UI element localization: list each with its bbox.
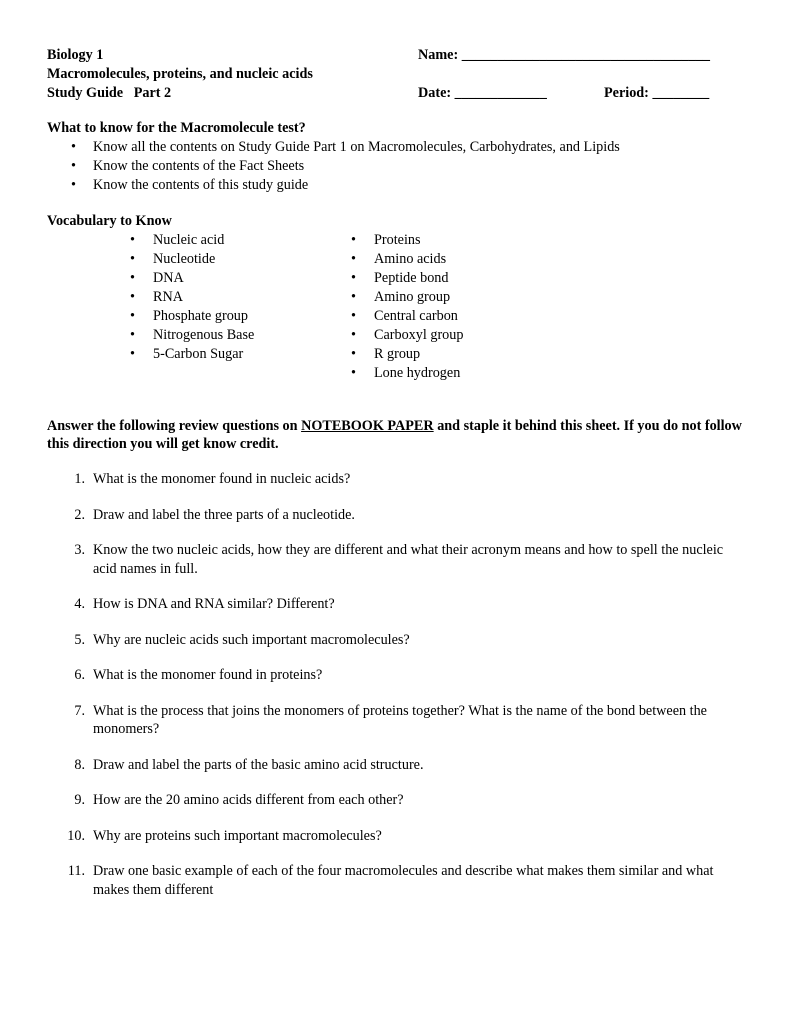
vocab-item: • Amino group [349,288,463,307]
document-subtitle: Macromolecules, proteins, and nucleic acids [47,66,313,82]
vocab-item: • R group [349,345,463,364]
period-field: Period: ________ [604,85,710,101]
question-text: What is the process that joins the monomers of proteins together? What is the name of the bond between the monomers? [93,702,707,737]
vocab-item: • Nucleotide [128,250,254,269]
what-to-know-heading: What to know for the Macromolecule test? [47,120,306,136]
question-number: 3. [74,542,85,558]
instructions [47,417,747,453]
question-item [47,541,747,578]
question-item [47,702,747,739]
question-number: 6. [74,667,85,683]
question-item [47,470,747,489]
question-text: Why are proteins such important macromolecules? [93,827,382,844]
question-text: Draw and label the three parts of a nucleotide. [93,506,355,523]
vocab-item: • Central carbon [349,307,463,326]
question-text: How are the 20 amino acids different from each other? [93,792,404,808]
question-item [47,631,747,650]
question-text: How is DNA and RNA similar? Different? [93,596,335,612]
question-text: What is the monomer found in nucleic acids? [93,471,351,487]
question-item [47,666,747,685]
question-number: 2. [74,506,85,523]
question-item [47,506,747,525]
review-questions [47,470,747,899]
question-text: Know the two nucleic acids, how they are different and what their acronym means and how to spell the nucleic acid names in full. [93,542,724,577]
instructions-text: Answer the following review questions on [47,418,302,434]
vocabulary-heading: Vocabulary to Know [47,213,172,229]
question-item [47,791,747,810]
vocab-item: • 5-Carbon Sugar [128,345,254,364]
vocabulary-list-left [128,231,254,364]
vocabulary-list-right [349,231,463,383]
header-row-1 [47,46,747,65]
question-item [47,756,747,775]
vocab-item: • RNA [128,288,254,307]
question-number: 9. [74,792,85,808]
header-row-2 [47,65,747,84]
question-number: 7. [74,702,85,719]
vocab-item: • Nucleic acid [128,231,254,250]
what-to-know-list [47,138,747,195]
instructions-text-end: and staple it behind this sheet. If you do not follow this direction you will get know credit. [47,418,742,452]
question-number: 8. [74,756,85,773]
name-field: Name: ___________________________________ [418,47,711,63]
vocab-item: • Nitrogenous Base [128,326,254,345]
question-text: Draw and label the parts of the basic amino acid structure. [93,756,424,773]
question-text: Draw one basic example of each of the four macromolecules and describe what makes them similar and what makes them different [93,863,714,898]
question-item [47,827,747,846]
vocab-item: • DNA [128,269,254,288]
vocabulary-lists [47,231,747,383]
notebook-paper-emphasis: NOTEBOOK PAPER [301,418,434,434]
question-text: Why are nucleic acids such important macromolecules? [93,631,410,648]
question-item [47,595,747,614]
question-item [47,862,747,899]
date-field: Date: _____________ [418,85,547,101]
study-guide-part: Study Guide Part 2 [47,85,172,101]
list-item: • Know all the contents on Study Guide Part 1 on Macromolecules, Carbohydrates, and Lipids [47,138,747,157]
vocab-item: • Carboxyl group [349,326,463,345]
vocab-item: • Phosphate group [128,307,254,326]
list-item: • Know the contents of the Fact Sheets [47,157,747,176]
course-title: Biology 1 [47,47,104,63]
question-number: 5. [74,631,85,648]
list-item: • Know the contents of this study guide [47,176,747,195]
question-number: 1. [74,471,85,487]
study-guide-page [47,46,747,899]
vocab-item: • Proteins [349,231,463,250]
question-number: 4. [74,596,85,612]
question-text: What is the monomer found in proteins? [93,667,323,683]
vocab-item: • Amino acids [349,250,463,269]
question-number: 11. [67,863,85,879]
vocab-item: • Lone hydrogen [349,364,463,383]
header-row-3 [47,84,747,103]
question-number: 10. [67,827,85,844]
vocab-item: • Peptide bond [349,269,463,288]
